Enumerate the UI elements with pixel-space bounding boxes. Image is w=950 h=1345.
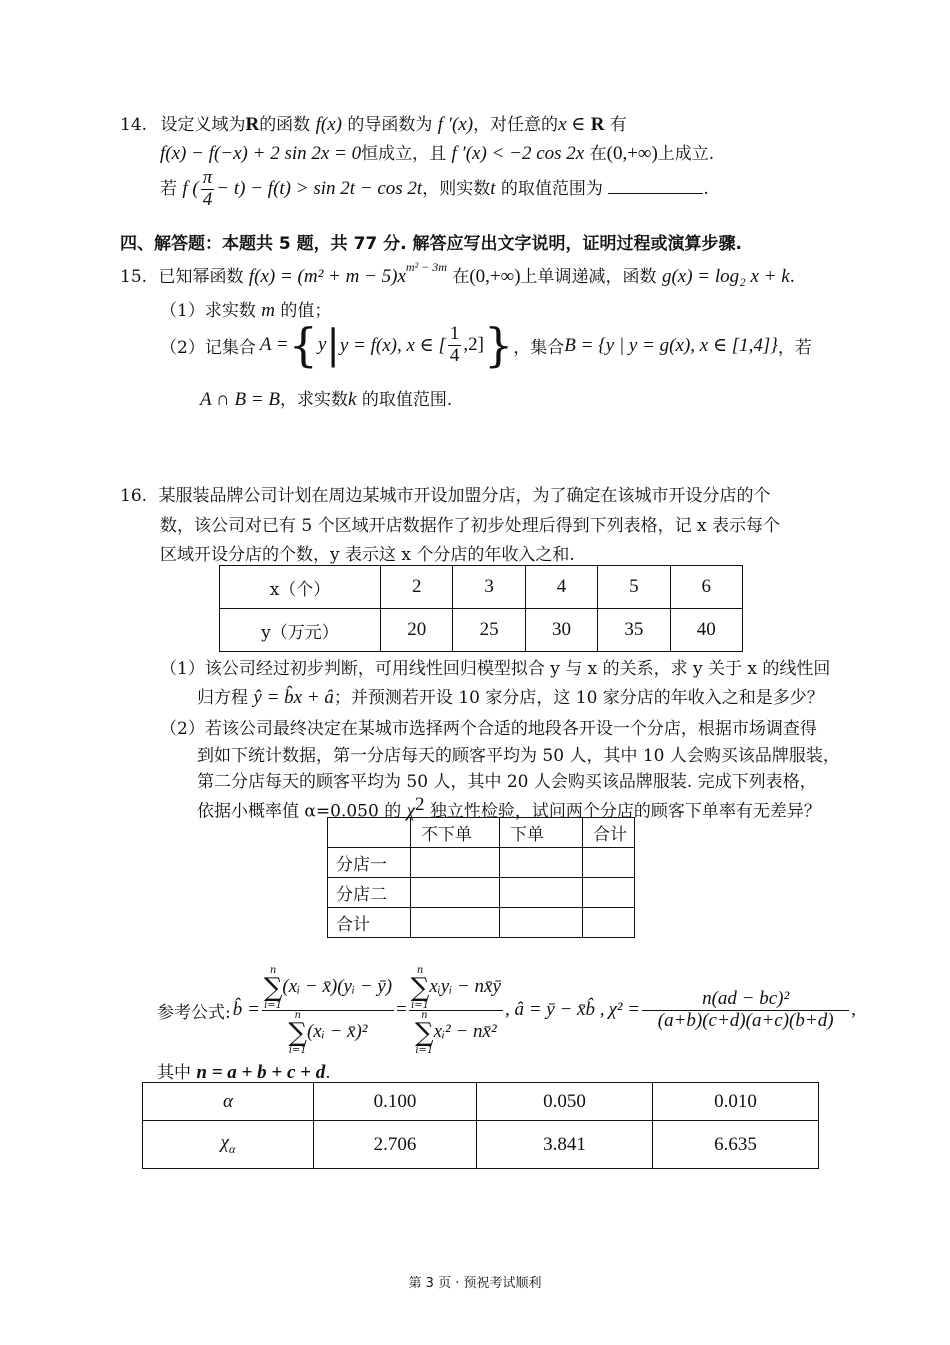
q15-line1: 15. 已知幂函数 $f(x) = (m^2 + m - 5)x^{m^2 - 3m}$ 在(0,+∞)上单调递减，函数 g(x) = log₂ x + k. xyxy=(120,260,796,287)
contingency-table xyxy=(327,817,635,938)
table-cell: 6.635 xyxy=(653,1121,819,1169)
q16-part1-line2: 归方程 ŷ = b̂x + â；并预测若开设 10 家分店，这 10 家分店的年收入之和是多少？ xyxy=(197,687,824,708)
q16-line3: 区域开设分店的个数，y 表示这 x 个分店的年收入之和. xyxy=(160,545,575,565)
table-cell: 3 xyxy=(453,566,525,609)
table-cell xyxy=(328,818,411,848)
table-row-head: 分店一 xyxy=(328,848,411,878)
one-quarter: $\frac{1}{4}$ xyxy=(449,322,460,366)
table-cell: 0.100 xyxy=(314,1083,477,1121)
q16-line1: 16. 某服装品牌公司计划在周边某城市开设加盟分店，为了确定在该城市开设分店的个 xyxy=(120,486,771,506)
table-row-head: 分店二 xyxy=(328,878,411,908)
q16-part1-line1: （1）该公司经过初步判断，可用线性回归模型拟合 y 与 x 的关系，求 y 关于 x 的线性回 xyxy=(160,659,831,679)
q14-line2: f(x) − f(−x) + 2 sin 2x = 0恒成立，且 f ′(x) < −2 cos 2x 在(0,+∞)上成立. xyxy=(160,143,715,164)
q14-line1: 14. 设定义域为R的函数 f(x) 的导函数为 f ′(x)，对任意的x ∈ R 有 xyxy=(120,114,627,135)
table-cell: 4 xyxy=(525,566,597,609)
pi-over-four: $\frac{\pi}{4}$ xyxy=(202,167,213,210)
xy-data-table xyxy=(219,565,743,652)
answer-cell[interactable] xyxy=(583,848,635,878)
answer-blank[interactable] xyxy=(608,175,703,194)
table-cell: 2.706 xyxy=(314,1121,477,1169)
table-head: 下单 xyxy=(500,818,583,848)
q16-part2-line2: 到如下统计数据，第一分店每天的顾客平均为 50 人，其中 10 人会购买该品牌服装， xyxy=(197,746,840,766)
chi-square-fraction: $\frac{\text{n(ad − bc)²}}{(a+b)(c+d)(a+c)(b+d)}$ xyxy=(642,989,849,1032)
chi-square-critical-table xyxy=(142,1082,819,1169)
table-head: 不下单 xyxy=(411,818,500,848)
table-head-chi: $\chi_\alpha$ xyxy=(143,1121,314,1169)
table-cell: 0.050 xyxy=(477,1083,653,1121)
right-brace: } xyxy=(483,318,514,372)
q15-part2-line2: A ∩ B = B，求实数k 的取值范围. xyxy=(200,389,453,410)
table-head: 合计 xyxy=(583,818,635,848)
b-hat-fraction-1: n ∑ i=1 (xᵢ − x̄)(yᵢ − ȳ) n ∑ i=1 (xᵢ − x̄)² xyxy=(263,964,393,1056)
answer-cell[interactable] xyxy=(500,848,583,878)
table-cell: 40 xyxy=(670,609,742,652)
answer-cell[interactable] xyxy=(500,878,583,908)
table-cell: 5 xyxy=(598,566,670,609)
b-hat-fraction-2: n ∑ i=1 xᵢyᵢ − nx̄ȳ n ∑ i=1 xᵢ² − nx̄² xyxy=(410,964,501,1056)
answer-cell[interactable] xyxy=(583,878,635,908)
table-cell: 3.841 xyxy=(477,1121,653,1169)
page-footer: 第 3 页 · 预祝考试顺利 xyxy=(408,1276,542,1291)
q16-part2-line1: （2）若该公司最终决定在某城市选择两个合适的地段各开设一个分店，根据市场调查得 xyxy=(160,719,817,739)
table-cell: 30 xyxy=(525,609,597,652)
answer-cell[interactable] xyxy=(411,878,500,908)
answer-cell[interactable] xyxy=(500,908,583,938)
left-brace: { xyxy=(288,318,318,372)
table-cell: 2 xyxy=(381,566,453,609)
section-4-title: 四、解答题：本题共 5 题，共 77 分. 解答应写出文字说明，证明过程或演算步骤. xyxy=(120,234,742,254)
table-row-head: 合计 xyxy=(328,908,411,938)
table-cell: 6 xyxy=(670,566,742,609)
where-line: 其中 n = a + b + c + d. xyxy=(157,1062,331,1083)
table-head-alpha: α xyxy=(143,1083,314,1121)
answer-cell[interactable] xyxy=(583,908,635,938)
table-cell: 25 xyxy=(453,609,525,652)
table-cell: 20 xyxy=(381,609,453,652)
table-cell: 35 xyxy=(598,609,670,652)
table-cell: 0.010 xyxy=(653,1083,819,1121)
q15-part1: （1）求实数 m 的值； xyxy=(160,300,332,321)
answer-cell[interactable] xyxy=(411,848,500,878)
q15-part2: （2）记集合 A = { y | y = f(x), x ∈ [ $\frac{1}{4}$ ,2] } ，集合 B = {y | y = g(x), x ∈ [1,4]} ，若 xyxy=(160,318,812,372)
table-head-x: x（个） xyxy=(220,566,381,609)
answer-cell[interactable] xyxy=(411,908,500,938)
q16-part2-line3: 第二分店每天的顾客平均为 50 人，其中 20 人会购买该品牌服装. 完成下列表格， xyxy=(197,772,817,792)
q14-line3: 若 f ( $\frac{\pi}{4}$ − t) − f(t) > sin 2t − cos 2t，则实数t 的取值范围为 . xyxy=(160,167,709,210)
q16-line2: 数，该公司对已有 5 个区域开店数据作了初步处理后得到下列表格，记 x 表示每个 xyxy=(160,516,781,536)
q16-part2-line4: 依据小概率值 α=0.050 的 $\chi^2$ 独立性检验，试问两个分店的顾客下单率有无差异？ xyxy=(197,794,821,822)
reference-formulas: 参考公式: b̂ = n ∑ i=1 (xᵢ − x̄)(yᵢ − ȳ) n ∑ i=1 (xᵢ − x̄)² = n ∑ i=1 xᵢyᵢ − nx̄ȳ n ∑ i=1 xᵢ² − nx̄² , â = ȳ − x̄b̂ , χ² = $\frac{\text{n(ad − bc)²}}{(a+b)(c+d)(a+c)(b+d)}$ , xyxy=(157,964,856,1056)
table-head-y: y（万元） xyxy=(220,609,381,652)
